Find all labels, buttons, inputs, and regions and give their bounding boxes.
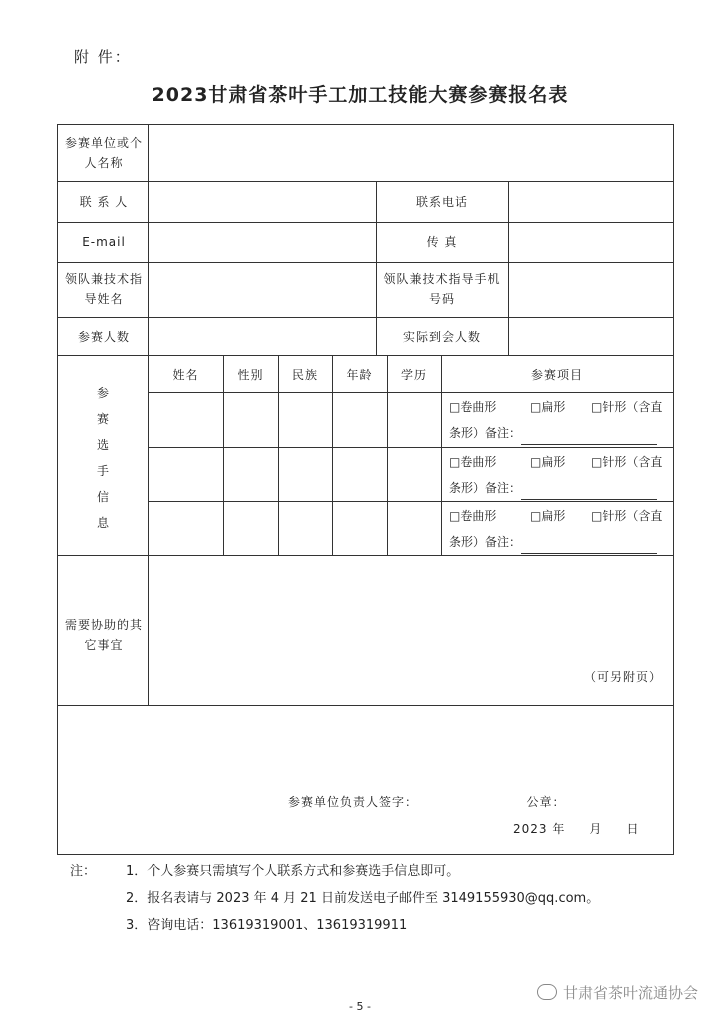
- contact-label: 联 系 人: [79, 195, 129, 209]
- option-flat[interactable]: □扁形: [530, 509, 566, 523]
- option-needle[interactable]: □针形（含直: [591, 400, 663, 414]
- option-curled[interactable]: □卷曲形: [449, 455, 497, 469]
- phone-label: 联系电话: [415, 195, 468, 209]
- watermark: 甘肃省茶叶流通协会: [537, 982, 698, 1003]
- option-curled[interactable]: □卷曲形: [449, 509, 497, 523]
- wechat-icon: [537, 984, 557, 1000]
- note-1: 1．个人参赛只需填写个人联系方式和参赛选手信息即可。: [126, 864, 460, 879]
- option-needle[interactable]: □针形（含直: [591, 455, 663, 469]
- email-label: E-mail: [82, 235, 126, 249]
- sign-label: 参赛单位负责人签字：: [287, 795, 418, 809]
- option-flat[interactable]: □扁形: [530, 455, 566, 469]
- option-flat[interactable]: □扁形: [530, 400, 566, 414]
- fax-label: 传 真: [426, 235, 458, 249]
- col-gender: 性别: [237, 368, 264, 382]
- remark-line[interactable]: [521, 485, 657, 500]
- remark-line[interactable]: [521, 539, 657, 554]
- remark-line[interactable]: [521, 430, 657, 445]
- players-section-label: 参 赛 选 手 信 息: [96, 386, 109, 530]
- option-remark: 条形）备注：: [449, 476, 657, 500]
- col-name: 姓名: [172, 368, 199, 382]
- option-needle[interactable]: □针形（含直: [591, 509, 663, 523]
- page-number: - 5 -: [349, 1000, 371, 1013]
- leader-label: 领队兼技术指导姓名: [64, 272, 143, 306]
- seal-label: 公章：: [526, 795, 566, 809]
- option-remark: 条形）备注：: [449, 421, 657, 445]
- col-ethnicity: 民族: [291, 368, 318, 382]
- attend-label: 实际到会人数: [402, 330, 481, 344]
- assist-note: （可另附页）: [583, 670, 662, 684]
- date-text: 2023 年 月 日: [513, 822, 640, 836]
- notes-prefix: 注：: [70, 864, 97, 879]
- note-3: 3．咨询电话：13619319001、13619319911: [126, 918, 408, 933]
- option-remark: 条形）备注：: [449, 530, 657, 554]
- assist-label: 需要协助的其它事宜: [64, 618, 143, 652]
- count-label: 参赛人数: [77, 330, 130, 344]
- leader-phone-label: 领队兼技术指导手机号码: [383, 272, 501, 306]
- col-age: 年龄: [346, 368, 373, 382]
- option-curled[interactable]: □卷曲形: [449, 400, 497, 414]
- attachment-label: 附 件：: [74, 48, 132, 66]
- col-event: 参赛项目: [530, 368, 583, 382]
- col-education: 学历: [400, 368, 427, 382]
- registration-form: [57, 124, 674, 855]
- form-title: 2023甘肃省茶叶手工加工技能大赛参赛报名表: [151, 84, 569, 106]
- unit-label: 参赛单位或个人名称: [64, 136, 143, 170]
- note-2: 2．报名表请与 2023 年 4 月 21 日前发送电子邮件至 3149155930@qq.com。: [126, 891, 600, 906]
